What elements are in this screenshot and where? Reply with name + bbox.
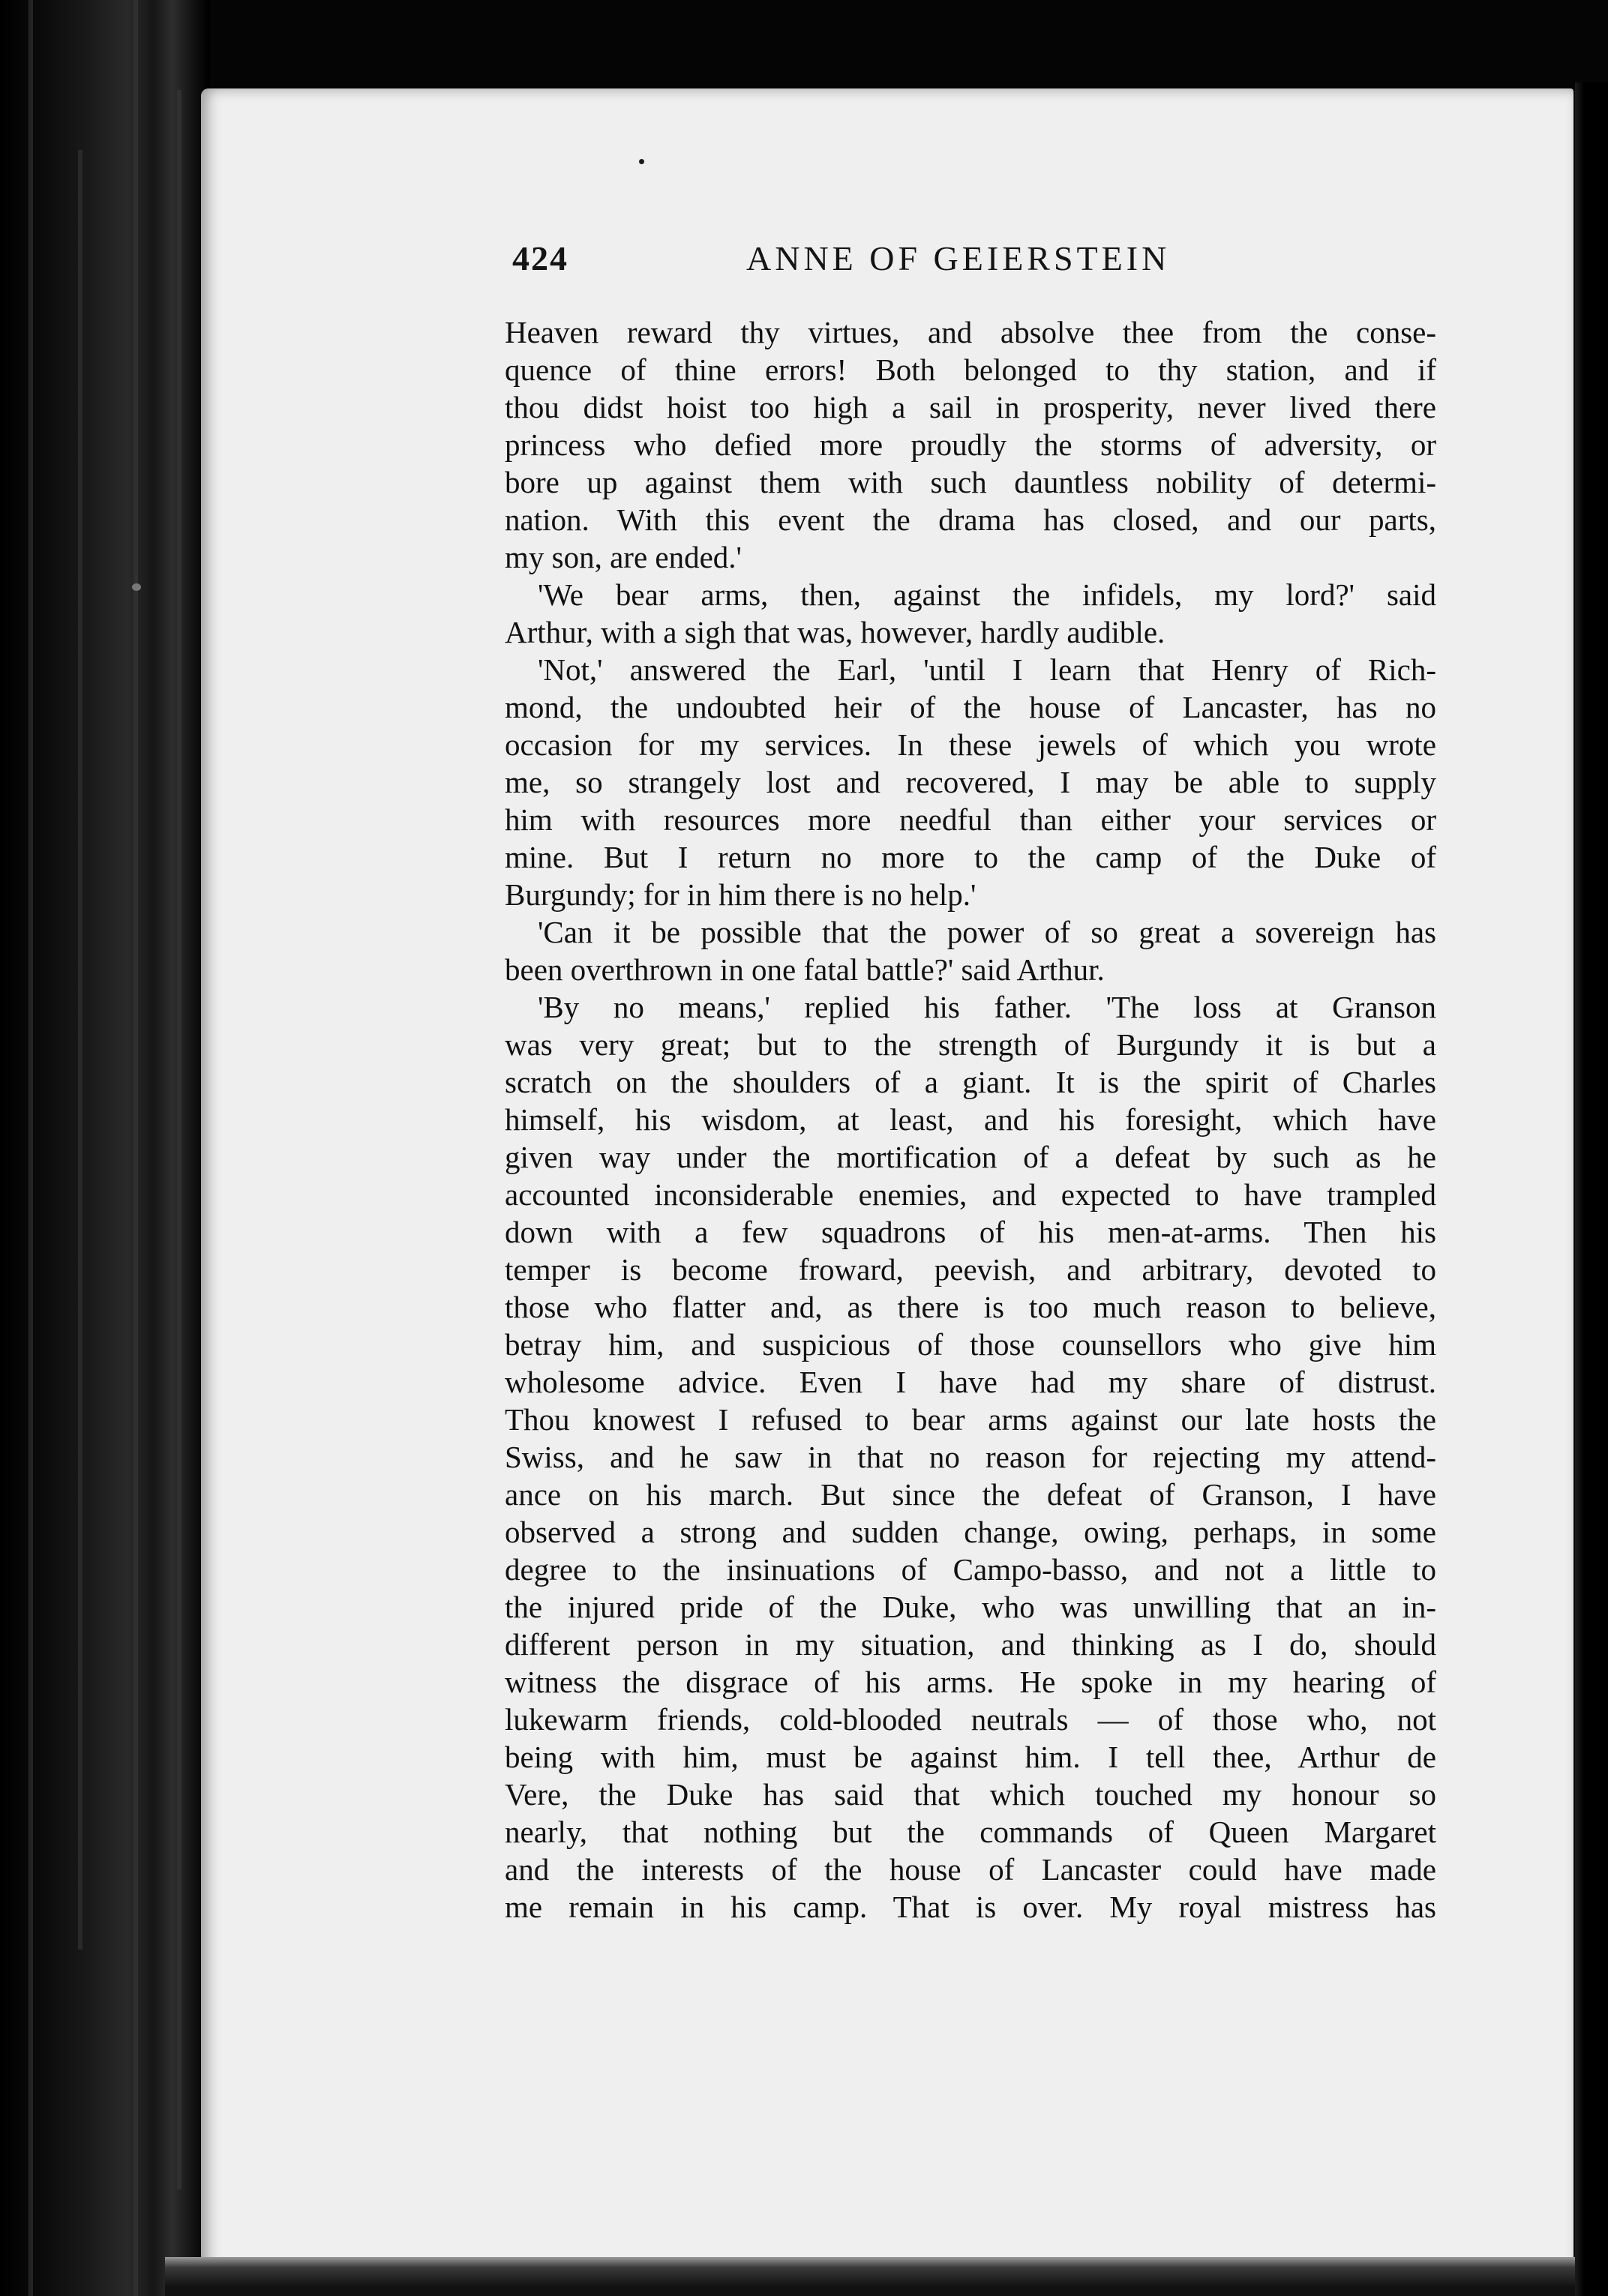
text-line: betray him, and suspicious of those counsellors who give him <box>505 1327 1436 1362</box>
dust-speck <box>639 159 644 164</box>
text-line: me remain in his camp. That is over. My royal mistress has <box>505 1890 1436 1924</box>
body-text <box>505 313 1436 1926</box>
page-number: 424 <box>512 239 568 277</box>
text-line: me, so strangely lost and recovered, I may be able to supply <box>505 765 1436 799</box>
text-line: 'By no means,' replied his father. 'The loss at Granson <box>538 990 1436 1024</box>
text-line: witness the disgrace of his arms. He spoke in my hearing of <box>505 1665 1436 1699</box>
text-line: Thou knowest I refused to bear arms against our late hosts the <box>505 1402 1436 1437</box>
text-line: given way under the mortification of a defeat by such as he <box>505 1140 1436 1174</box>
text-line: himself, his wisdom, at least, and his foresight, which have <box>505 1102 1436 1137</box>
text-line: 'We bear arms, then, against the infidels, my lord?' said <box>538 577 1436 612</box>
text-line: temper is become froward, peevish, and arbitrary, devoted to <box>505 1252 1436 1287</box>
text-line: accounted inconsiderable enemies, and expected to have trampled <box>505 1177 1436 1212</box>
text-line: mine. But I return no more to the camp of the Duke of <box>505 840 1436 874</box>
text-line: Heaven reward thy virtues, and absolve thee from the conse- <box>505 315 1436 349</box>
text-line: him with resources more needful than either your services or <box>505 802 1436 837</box>
text-line: Vere, the Duke has said that which touched my honour so <box>505 1777 1436 1812</box>
text-line: Arthur, with a sigh that was, however, hardly audible. <box>505 615 1166 649</box>
text-line: observed a strong and sudden change, owing, perhaps, in some <box>505 1515 1436 1549</box>
text-line: and the interests of the house of Lancaster could have made <box>505 1852 1436 1887</box>
text-line: my son, are ended.' <box>505 540 742 574</box>
text-line: scratch on the shoulders of a giant. It is the spirit of Charles <box>505 1065 1436 1099</box>
text-line: nation. With this event the drama has closed, and our parts, <box>505 502 1436 537</box>
text-line: quence of thine errors! Both belonged to thy station, and if <box>505 352 1436 387</box>
text-line: Swiss, and he saw in that no reason for rejecting my attend- <box>505 1440 1436 1474</box>
text-line: degree to the insinuations of Campo-basso, and not a little to <box>505 1552 1436 1587</box>
dust-speck <box>132 583 141 591</box>
text-line: wholesome advice. Even I have had my share of distrust. <box>505 1365 1436 1399</box>
text-line: been overthrown in one fatal battle?' said Arthur. <box>505 952 1105 987</box>
text-line: those who flatter and, as there is too much reason to believe, <box>505 1290 1436 1324</box>
text-line: 'Not,' answered the Earl, 'until I learn that Henry of Rich- <box>538 652 1436 687</box>
text-line: the injured pride of the Duke, who was unwilling that an in- <box>505 1590 1436 1624</box>
page-bottom-edge <box>165 2257 1575 2296</box>
text-line: being with him, must be against him. I tell thee, Arthur de <box>505 1740 1436 1774</box>
text-line: down with a few squadrons of his men-at-arms. Then his <box>505 1215 1436 1249</box>
book-spine <box>0 0 210 2296</box>
text-line: Burgundy; for in him there is no help.' <box>505 877 976 912</box>
text-line: mond, the undoubted heir of the house of Lancaster, has no <box>505 690 1436 724</box>
text-line: thou didst hoist too high a sail in prosperity, never lived there <box>505 390 1436 424</box>
page-right-edge <box>1575 82 1608 2296</box>
text-line: was very great; but to the strength of Burgundy it is but a <box>505 1027 1436 1062</box>
text-line: princess who defied more proudly the storms of adversity, or <box>505 427 1436 462</box>
text-line: different person in my situation, and thinking as I do, should <box>505 1627 1436 1662</box>
text-line: 'Can it be possible that the power of so great a sovereign has <box>538 915 1436 949</box>
text-line: bore up against them with such dauntless nobility of determi- <box>505 465 1436 499</box>
running-title: ANNE OF GEIERSTEIN <box>746 239 1171 277</box>
text-line: ance on his march. But since the defeat of Granson, I have <box>505 1477 1436 1512</box>
running-header <box>512 238 1262 291</box>
text-line: lukewarm friends, cold-blooded neutrals — of those who, not <box>505 1702 1436 1737</box>
text-line: occasion for my services. In these jewels of which you wrote <box>505 727 1436 762</box>
text-line: nearly, that nothing but the commands of Queen Margaret <box>505 1815 1436 1849</box>
